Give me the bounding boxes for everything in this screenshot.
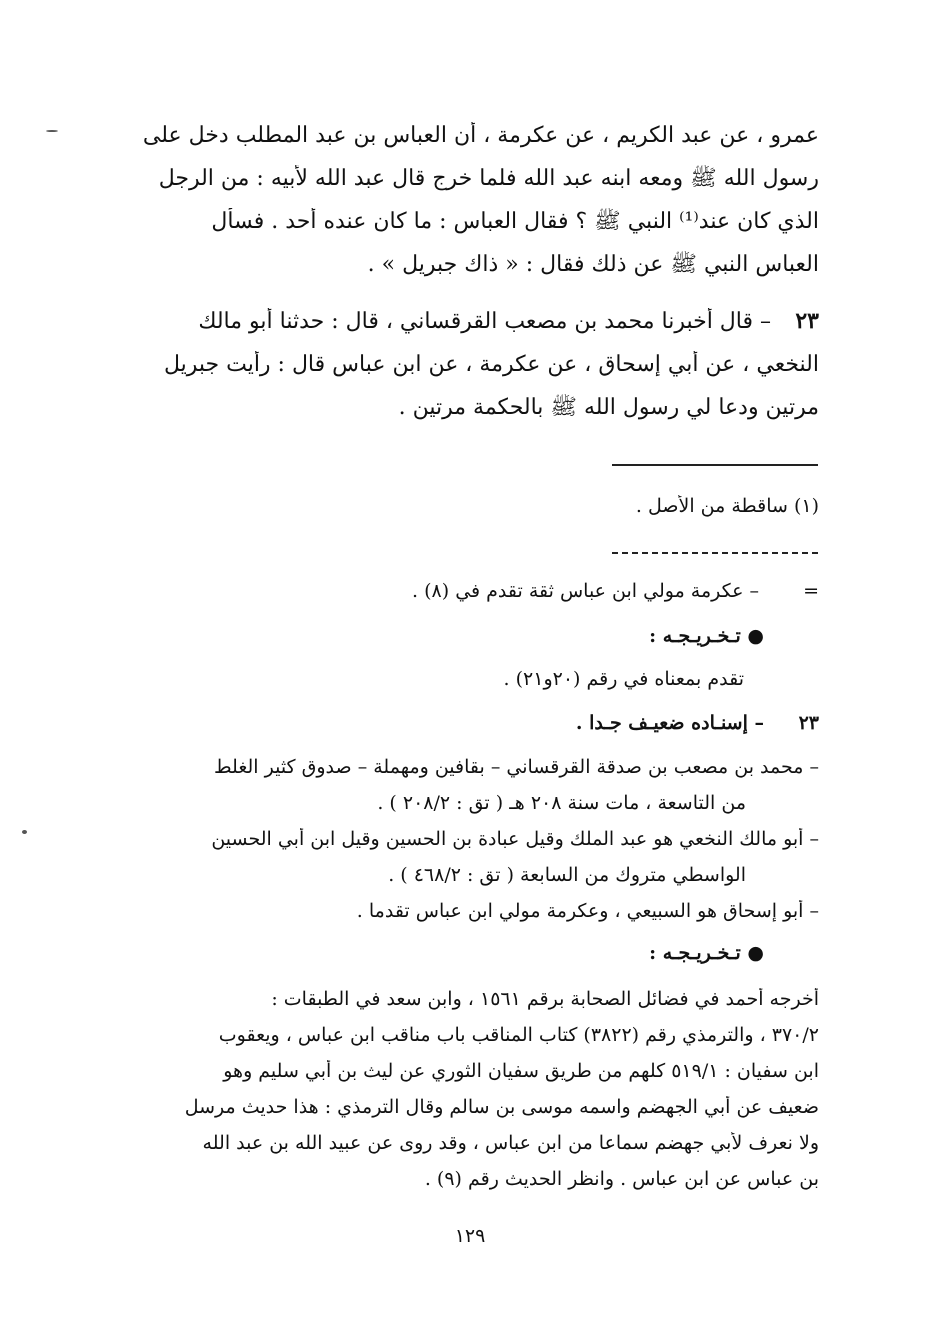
note-line: ٣٧٠/٢ ، والترمذي رقم (٣٨٢٢) كتاب المناقب باب مناقب ابن عباس ، ويعقوب xyxy=(218,1024,819,1046)
main-text-line: رسول الله ﷺ ومعه ابنه عبد الله فلما خرج قال عبد الله لأبيه : من الرجل xyxy=(158,166,819,191)
note-line: من التاسعة ، مات سنة ٢٠٨ هـ ( تق : ٢٠٨/٢ ) . xyxy=(377,792,746,814)
scan-speck xyxy=(46,130,58,132)
note-line: ابن سفيان : ٥١٩/١ كلهم من طريق سفيان الثوري عن ليث بن أبي سليم وهو xyxy=(223,1060,819,1082)
hadith-line: – قال أخبرنا محمد بن مصعب القرقساني ، قال : حدثنا أبو مالك xyxy=(198,309,771,334)
note-line: بن عباس عن ابن عباس . وانظر الحديث رقم (٩) . xyxy=(424,1168,819,1190)
note-line: – أبو إسحاق هو السبيعي ، وعكرمة مولي ابن عباس تقدما . xyxy=(356,900,819,922)
note-line: الواسطي متروك من السابعة ( تق : ٤٦٨/٢ ) . xyxy=(388,864,746,886)
note-line: أخرجه أحمد في فضائل الصحابة برقم ١٥٦١ ، وابن سعد في الطبقات : xyxy=(271,988,819,1010)
continuation-marker: = xyxy=(803,580,819,602)
commentary-separator xyxy=(612,552,818,554)
note-line: ضعيف عن أبي الجهضم واسمه موسى بن سالم وقال الترمذي : هذا حديث مرسل xyxy=(184,1096,819,1118)
note-line: – عكرمة مولي ابن عباس ثقة تقدم في (٨) . xyxy=(412,580,759,602)
hadith-number: ٢٣ xyxy=(795,308,819,334)
hadith-line: النخعي ، عن أبي إسحاق ، عن عكرمة ، عن ابن عباس قال : رأيت جبريل xyxy=(163,352,819,377)
main-text-line: العباس النبي ﷺ عن ذلك فقال : « ذاك جبريل » . xyxy=(367,252,819,277)
footnote: (١) ساقطة من الأصل . xyxy=(635,495,819,517)
isnad-grade: – إسنـاده ضعيـف جـدا . xyxy=(575,712,764,734)
note-line: تقدم بمعناه في رقم (٢٠و٢١) . xyxy=(503,668,744,690)
main-text-line: الذي كان عند⁽¹⁾ النبي ﷺ ؟ فقال العباس : ما كان عنده أحد . فسأل xyxy=(211,209,819,234)
scan-speck xyxy=(22,830,27,834)
page-number: ١٢٩ xyxy=(454,1225,486,1247)
note-line: – أبو مالك النخعي هو عبد الملك وقيل عبادة بن الحسين وقيل ابن أبي الحسين xyxy=(211,828,819,850)
takhrij-heading: ● تـخـريـجـه : xyxy=(649,625,764,647)
note-line: ولا نعرف لأبي جهضم سماعا من ابن عباس ، وقد روى عن عبيد الله بن عبد الله xyxy=(202,1132,819,1154)
note-line: – محمد بن مصعب بن صدقة القرقساني – بقافين ومهملة – صدوق كثير الغلط xyxy=(214,756,819,778)
note-number: ٢٣ xyxy=(798,712,819,734)
main-text-line: عمرو ، عن عبد الكريم ، عن عكرمة ، أن العباس بن عبد المطلب دخل على xyxy=(142,123,819,148)
takhrij-heading: ● تـخـريـجـه : xyxy=(649,942,764,964)
footnote-separator xyxy=(612,464,818,466)
hadith-line: مرتين ودعا لي رسول الله ﷺ بالحكمة مرتين . xyxy=(398,395,819,420)
